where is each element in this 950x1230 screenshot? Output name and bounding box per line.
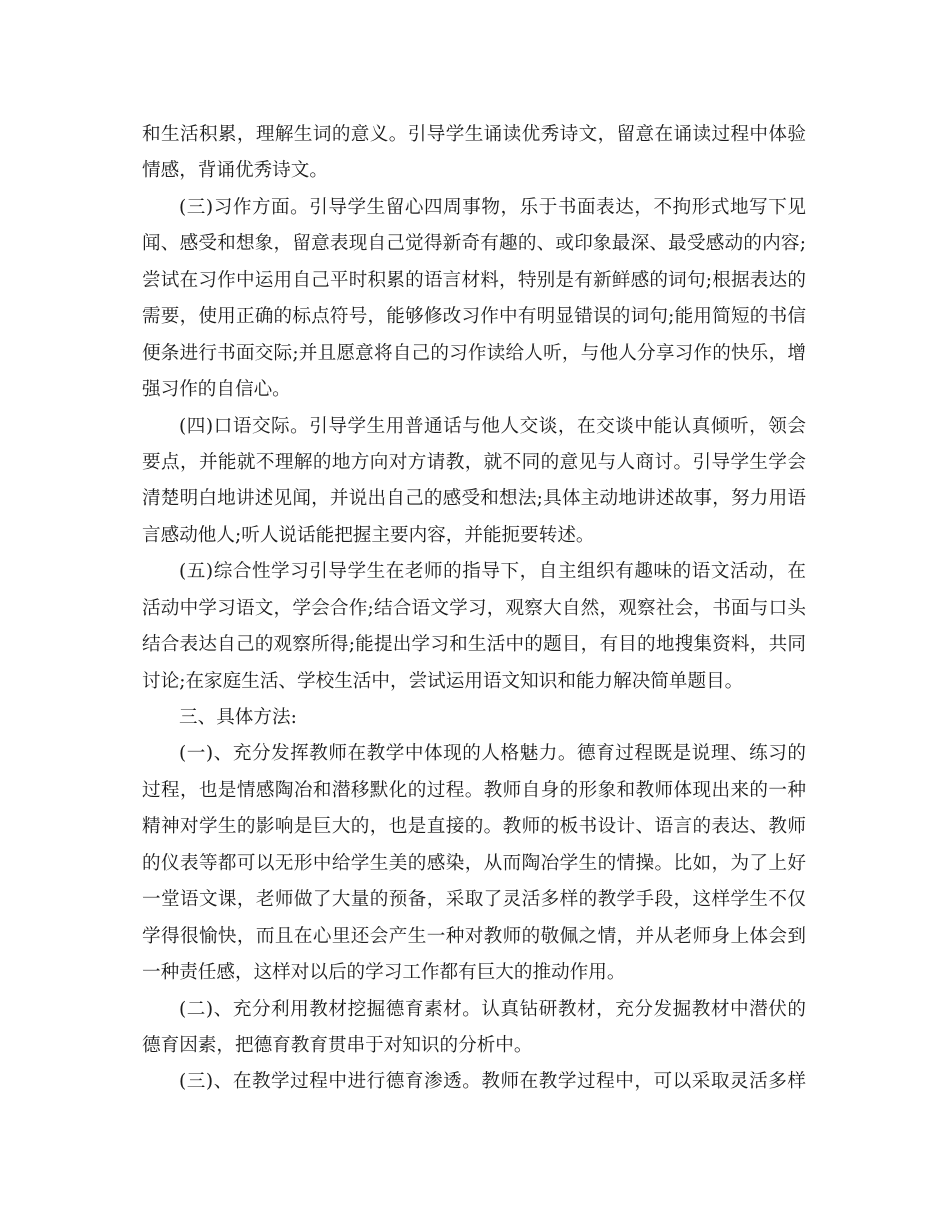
text-line: 活动中学习语文，学会合作;结合语文学习，观察大自然，观察社会，书面与口头 bbox=[142, 597, 806, 619]
section-heading: 三、具体方法: bbox=[179, 707, 297, 728]
paragraph-start-line: (三)、在教学过程中进行德育渗透。教师在教学过程中，可以采取灵活多样 bbox=[179, 1071, 806, 1093]
text-line: 和生活积累，理解生词的意义。引导学生诵读优秀诗文，留意在诵读过程中体验 bbox=[142, 124, 806, 145]
paragraph-start-line: (四)口语交际。引导学生用普通话与他人交谈，在交谈中能认真倾听，领会 bbox=[179, 415, 806, 437]
body-text bbox=[142, 117, 806, 1101]
text-line: 一堂语文课，老师做了大量的预备，采取了灵活多样的教学手段，这样学生不仅 bbox=[142, 889, 806, 911]
text-line: 尝试在习作中运用自己平时积累的语言材料，特别是有新鲜感的词句;根据表达的 bbox=[142, 269, 806, 291]
text-line: 清楚明白地讲述见闻，并说出自己的感受和想法;具体主动地讲述故事，努力用语 bbox=[142, 488, 806, 510]
text-line: 过程，也是情感陶冶和潜移默化的过程。教师自身的形象和教师体现出来的一种 bbox=[142, 779, 806, 801]
text-line: 精神对学生的影响是巨大的，也是直接的。教师的板书设计、语言的表达、教师 bbox=[142, 816, 806, 838]
paragraph-start-line: (二)、充分利用教材挖掘德育素材。认真钻研教材，充分发掘教材中潜伏的 bbox=[179, 998, 806, 1020]
text-line: 一种责任感，这样对以后的学习工作都有巨大的推动作用。 bbox=[142, 962, 626, 984]
text-line: 德育因素，把德育教育贯串于对知识的分析中。 bbox=[142, 1034, 533, 1056]
text-line: 学得很愉快，而且在心里还会产生一种对教师的敬佩之情，并从老师身上体会到 bbox=[142, 925, 806, 947]
paragraph-start-line: (一)、充分发挥教师在教学中体现的人格魅力。德育过程既是说理、练习的 bbox=[179, 743, 806, 765]
paragraph-start-line: (三)习作方面。引导学生留心四周事物，乐于书面表达，不拘形式地写下见 bbox=[179, 196, 806, 218]
text-line: 需要，使用正确的标点符号，能够修改习作中有明显错误的词句;能用简短的书信 bbox=[142, 306, 806, 328]
text-line: 强习作的自信心。 bbox=[142, 379, 291, 401]
paragraph-start-line: (五)综合性学习引导学生在老师的指导下，自主组织有趣味的语文活动，在 bbox=[179, 561, 806, 583]
text-line: 言感动他人;听人说话能把握主要内容，并能扼要转述。 bbox=[142, 524, 595, 546]
text-line: 结合表达自己的观察所得;能提出学习和生活中的题目，有目的地搜集资料，共同 bbox=[142, 634, 806, 656]
text-line: 的仪表等都可以无形中给学生美的感染，从而陶冶学生的情操。比如，为了上好 bbox=[142, 852, 806, 874]
text-line: 情感，背诵优秀诗文。 bbox=[142, 160, 328, 182]
text-line: 便条进行书面交际;并且愿意将自己的习作读给人听，与他人分享习作的快乐，增 bbox=[142, 342, 806, 364]
text-line: 要点，并能就不理解的地方向对方请教，就不同的意见与人商讨。引导学生学会 bbox=[142, 451, 806, 473]
text-line: 讨论;在家庭生活、学校生活中，尝试运用语文知识和能力解决简单题目。 bbox=[142, 670, 744, 692]
text-line: 闻、感受和想象，留意表现自己觉得新奇有趣的、或印象最深、最受感动的内容; bbox=[142, 233, 806, 255]
